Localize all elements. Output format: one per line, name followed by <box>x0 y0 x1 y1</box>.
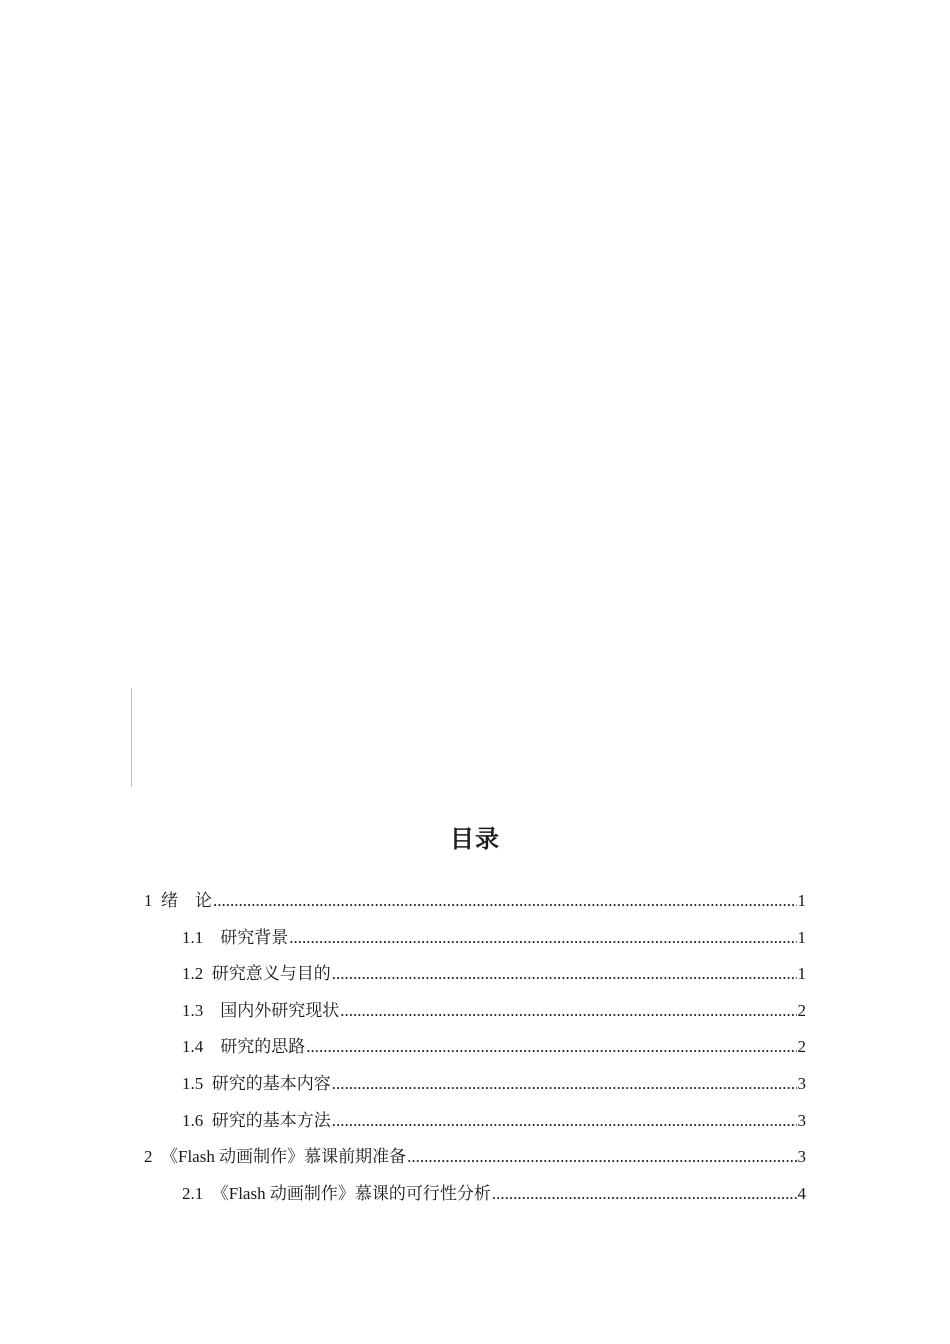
toc-entry-number: 2.1 <box>182 1183 204 1203</box>
toc-dot-leader <box>407 1143 796 1171</box>
toc-entry-gap <box>203 924 220 952</box>
toc-entry-page: 2 <box>797 1000 806 1020</box>
toc-dot-leader <box>492 1180 797 1208</box>
toc-entry-number: 1.4 <box>182 1037 204 1057</box>
toc-entry-page: 1 <box>797 927 806 947</box>
toc-entry-page: 4 <box>797 1183 806 1203</box>
toc-entry-number: 1.1 <box>182 927 204 947</box>
toc-dot-leader <box>332 1107 797 1135</box>
toc-entry[interactable] <box>182 1033 806 1061</box>
toc-entry-page: 3 <box>797 1110 806 1130</box>
toc-entry-gap <box>203 1070 212 1098</box>
toc-entry[interactable] <box>144 1143 806 1171</box>
toc-entry[interactable] <box>182 924 806 952</box>
toc-entry-title: 《Flash 动画制作》慕课的可行性分析 <box>211 1183 491 1203</box>
toc-entry-gap <box>153 887 162 915</box>
toc-dot-leader <box>340 997 796 1025</box>
toc-dot-leader <box>332 960 797 988</box>
toc-entry[interactable] <box>144 887 806 915</box>
toc-entry-title: 国内外研究现状 <box>220 1000 340 1020</box>
toc-dot-leader <box>332 1070 797 1098</box>
toc-entry-number: 1.3 <box>182 1000 204 1020</box>
toc-entry-number: 1.2 <box>182 964 204 984</box>
toc-entry-page: 3 <box>797 1074 806 1093</box>
toc-entry-gap <box>203 1033 220 1061</box>
toc-entry-title: 研究的思路 <box>220 1037 306 1057</box>
toc-entry-title: 研究背景 <box>220 927 289 947</box>
toc-dot-leader <box>213 887 797 915</box>
toc-entry[interactable] <box>182 1180 806 1208</box>
toc-entry-title: 研究意义与目的 <box>211 964 331 984</box>
toc-entry-number: 1.6 <box>182 1110 204 1130</box>
toc-entry-page: 2 <box>797 1037 806 1057</box>
toc-entry-number: 1 <box>144 891 153 910</box>
toc-entry-gap <box>203 960 212 988</box>
toc-entry-title: 《Flash 动画制作》慕课前期准备 <box>161 1147 407 1167</box>
toc-entry[interactable] <box>182 1070 806 1098</box>
toc-entry[interactable] <box>182 997 806 1025</box>
toc-dot-leader <box>306 1033 796 1061</box>
toc-entry-number: 1.5 <box>182 1074 204 1093</box>
toc-entry-page: 1 <box>797 891 806 910</box>
toc-title: 目录 <box>450 825 500 853</box>
toc-entry-page: 3 <box>797 1147 806 1167</box>
toc-entry-gap <box>153 1143 162 1171</box>
toc-entry-gap <box>203 1107 212 1135</box>
toc-entry-title: 研究的基本方法 <box>211 1110 331 1130</box>
toc-entry-gap <box>203 1180 212 1208</box>
toc-entry-title: 研究的基本内容 <box>211 1074 331 1093</box>
toc-entry[interactable] <box>182 1107 806 1135</box>
toc-entry-gap <box>203 997 220 1025</box>
toc-entry[interactable] <box>182 960 806 988</box>
margin-marker <box>131 688 132 787</box>
toc-entry-number: 2 <box>144 1147 153 1167</box>
toc-dot-leader <box>289 924 796 952</box>
toc-entry-page: 1 <box>797 964 806 984</box>
toc-entry-title: 绪 论 <box>161 891 212 910</box>
